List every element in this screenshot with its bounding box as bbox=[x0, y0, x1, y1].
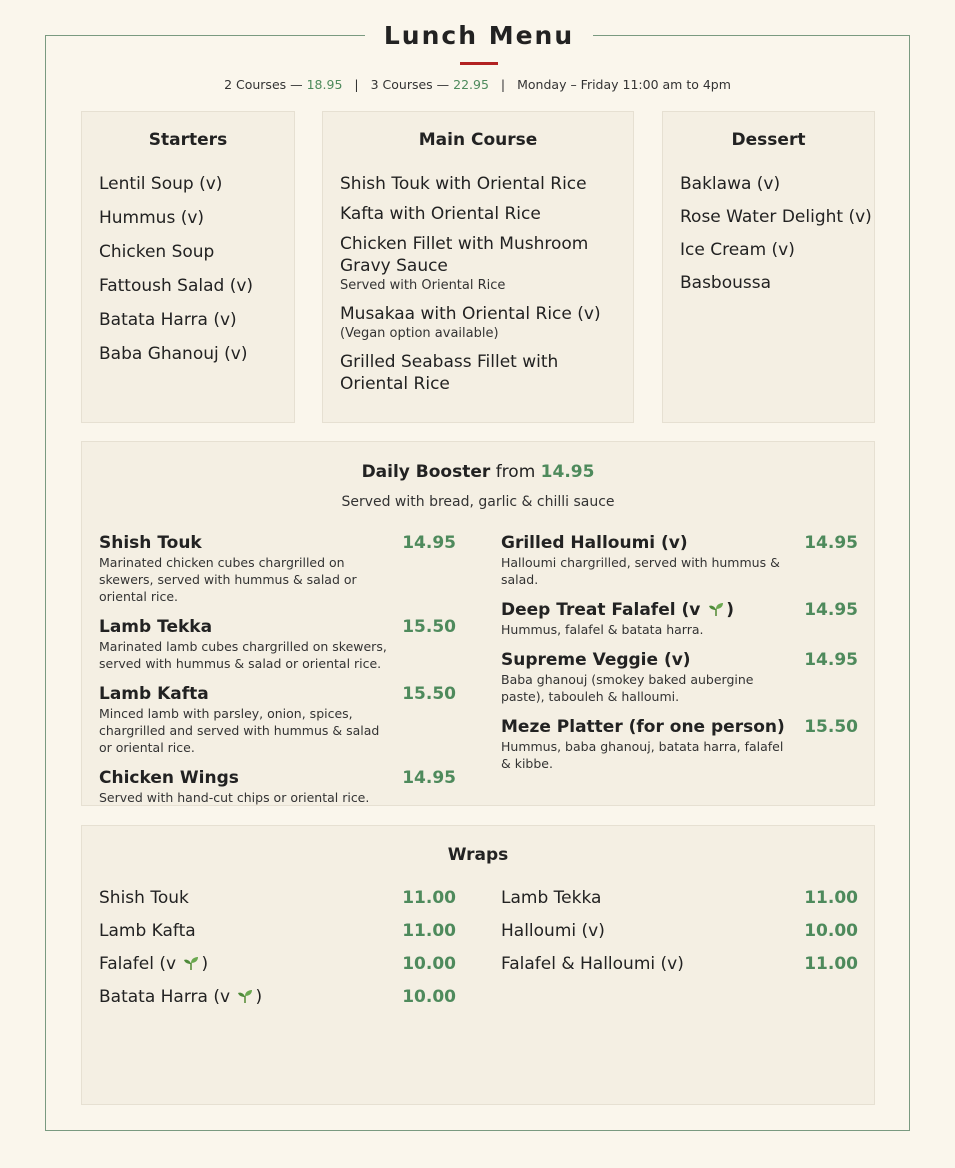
menu-item bbox=[99, 616, 456, 672]
wrap-price: 11.00 bbox=[402, 888, 456, 908]
dish-name: Musakaa with Oriental Rice (v) bbox=[340, 304, 601, 324]
wrap-name: Halloumi (v) bbox=[501, 921, 605, 941]
wrap-name: Lamb Tekka bbox=[501, 888, 602, 908]
menu-item bbox=[501, 532, 858, 588]
dish-price: 14.95 bbox=[804, 650, 858, 670]
dish-name: Lamb Tekka bbox=[99, 617, 213, 637]
wrap-item bbox=[501, 953, 858, 986]
dish-description: Minced lamb with parsley, onion, spices, chargrilled and served with hummus & salad or oriental rice. bbox=[99, 706, 380, 755]
dish-name: Lamb Kafta bbox=[99, 684, 209, 704]
wraps-heading: Wraps bbox=[447, 845, 509, 865]
starters-list bbox=[99, 173, 253, 377]
main-course-heading: Main Course bbox=[418, 130, 538, 150]
two-courses-label: 2 Courses — bbox=[224, 77, 303, 92]
dish-description: Marinated lamb cubes chargrilled on skewers, served with hummus & salad or oriental rice. bbox=[99, 639, 387, 671]
list-item: Baklawa (v) bbox=[680, 174, 781, 194]
dish-name: Supreme Veggie (v) bbox=[501, 650, 691, 670]
two-courses-price: 18.95 bbox=[306, 77, 343, 92]
sprout-icon bbox=[182, 955, 200, 971]
dish-name: Chicken Fillet with Mushroom Gravy Sauce bbox=[340, 234, 589, 276]
list-item: Basboussa bbox=[680, 273, 772, 293]
wrap-item bbox=[99, 887, 456, 920]
dish-name: Shish Touk with Oriental Rice bbox=[340, 174, 587, 194]
booster-from: from bbox=[495, 462, 536, 482]
booster-from-price: 14.95 bbox=[540, 462, 595, 482]
pricing-line bbox=[0, 77, 955, 92]
dish-name: Shish Touk bbox=[99, 533, 202, 553]
wraps-right-column bbox=[501, 887, 858, 986]
menu-item bbox=[501, 716, 858, 772]
menu-item bbox=[501, 649, 858, 705]
list-item: Fattoush Salad (v) bbox=[99, 276, 254, 296]
menu-item bbox=[99, 532, 456, 605]
wrap-price: 11.00 bbox=[402, 921, 456, 941]
dish-description: Marinated chicken cubes chargrilled on skewers, served with hummus & salad or oriental rice. bbox=[99, 555, 357, 604]
wrap-name-text: ) bbox=[255, 987, 263, 1007]
wrap-price: 10.00 bbox=[402, 987, 456, 1007]
page-title: Lunch Menu bbox=[383, 21, 575, 50]
list-item: Lentil Soup (v) bbox=[99, 174, 223, 194]
dish-name-text: Deep Treat Falafel (v bbox=[501, 600, 707, 620]
list-item bbox=[340, 203, 620, 225]
three-courses-label: 3 Courses — bbox=[370, 77, 450, 92]
separator: | bbox=[354, 77, 359, 92]
wraps-section bbox=[81, 825, 875, 1105]
dish-price: 15.50 bbox=[402, 684, 456, 704]
dish-price: 14.95 bbox=[804, 533, 858, 553]
wrap-item bbox=[99, 953, 456, 986]
list-item: Hummus (v) bbox=[99, 208, 205, 228]
list-item bbox=[340, 303, 620, 343]
booster-left-column bbox=[99, 532, 456, 817]
sprout-icon bbox=[707, 601, 725, 617]
dish-description: Served with hand-cut chips or oriental rice. bbox=[99, 790, 370, 805]
booster-subtitle: Served with bread, garlic & chilli sauce bbox=[341, 494, 615, 510]
dish-name: Grilled Seabass Fillet with Oriental Rice bbox=[340, 352, 559, 394]
wrap-item bbox=[501, 920, 858, 953]
dish-price: 14.95 bbox=[402, 533, 456, 553]
menu-item bbox=[501, 599, 858, 638]
main-course-section bbox=[322, 111, 634, 423]
title-underline bbox=[460, 62, 498, 65]
opening-hours: Monday – Friday 11:00 am to 4pm bbox=[517, 77, 731, 92]
dish-price: 14.95 bbox=[402, 768, 456, 788]
wrap-name: Lamb Kafta bbox=[99, 921, 196, 941]
dish-description: Hummus, falafel & batata harra. bbox=[501, 622, 704, 637]
list-item bbox=[340, 233, 620, 295]
wrap-name-text: Batata Harra (v bbox=[99, 987, 236, 1007]
list-item bbox=[340, 351, 620, 395]
dessert-list bbox=[680, 173, 872, 305]
dish-price: 15.50 bbox=[402, 617, 456, 637]
wrap-item bbox=[501, 887, 858, 920]
dish-price: 15.50 bbox=[804, 717, 858, 737]
wrap-item bbox=[99, 986, 456, 1019]
list-item: Rose Water Delight (v) bbox=[680, 207, 872, 227]
main-course-list bbox=[340, 173, 620, 403]
list-item: Ice Cream (v) bbox=[680, 240, 795, 260]
title-block bbox=[365, 18, 593, 68]
sprout-icon bbox=[236, 988, 254, 1004]
starters-heading: Starters bbox=[148, 130, 228, 150]
menu-item bbox=[99, 767, 456, 806]
wrap-name: Shish Touk bbox=[99, 888, 189, 908]
dish-name: Chicken Wings bbox=[99, 768, 239, 788]
list-item: Baba Ghanouj (v) bbox=[99, 344, 248, 364]
list-item bbox=[340, 173, 620, 195]
wraps-left-column bbox=[99, 887, 456, 1019]
dish-name: Kafta with Oriental Rice bbox=[340, 204, 541, 224]
wrap-name-text: ) bbox=[201, 954, 209, 974]
dessert-section bbox=[662, 111, 875, 423]
dish-description: Baba ghanouj (smokey baked aubergine paste), tabouleh & halloumi. bbox=[501, 672, 754, 704]
booster-heading bbox=[82, 462, 874, 482]
dish-description: Halloumi chargrilled, served with hummus & salad. bbox=[501, 555, 780, 587]
list-item: Chicken Soup bbox=[99, 242, 215, 262]
dish-note: (Vegan option available) bbox=[340, 326, 499, 341]
booster-title: Daily Booster bbox=[361, 462, 491, 482]
dish-note: Served with Oriental Rice bbox=[340, 278, 506, 293]
wrap-name-text: Falafel (v bbox=[99, 954, 182, 974]
menu-item bbox=[99, 683, 456, 756]
dessert-heading: Dessert bbox=[731, 130, 806, 150]
wrap-price: 10.00 bbox=[402, 954, 456, 974]
starters-section bbox=[81, 111, 295, 423]
dish-description: Hummus, baba ghanouj, batata harra, falafel & kibbe. bbox=[501, 739, 784, 771]
daily-booster-section bbox=[81, 441, 875, 806]
wrap-price: 11.00 bbox=[804, 888, 858, 908]
separator: | bbox=[500, 77, 506, 92]
wrap-name: Falafel & Halloumi (v) bbox=[501, 954, 684, 974]
wrap-price: 11.00 bbox=[804, 954, 858, 974]
list-item: Batata Harra (v) bbox=[99, 310, 237, 330]
dish-name-text: ) bbox=[726, 600, 735, 620]
dish-price: 14.95 bbox=[804, 600, 858, 620]
dish-name: Grilled Halloumi (v) bbox=[501, 533, 688, 553]
three-courses-price: 22.95 bbox=[453, 77, 489, 92]
booster-right-column bbox=[501, 532, 858, 783]
wrap-price: 10.00 bbox=[804, 921, 858, 941]
wrap-item bbox=[99, 920, 456, 953]
dish-name: Meze Platter (for one person) bbox=[501, 717, 785, 737]
